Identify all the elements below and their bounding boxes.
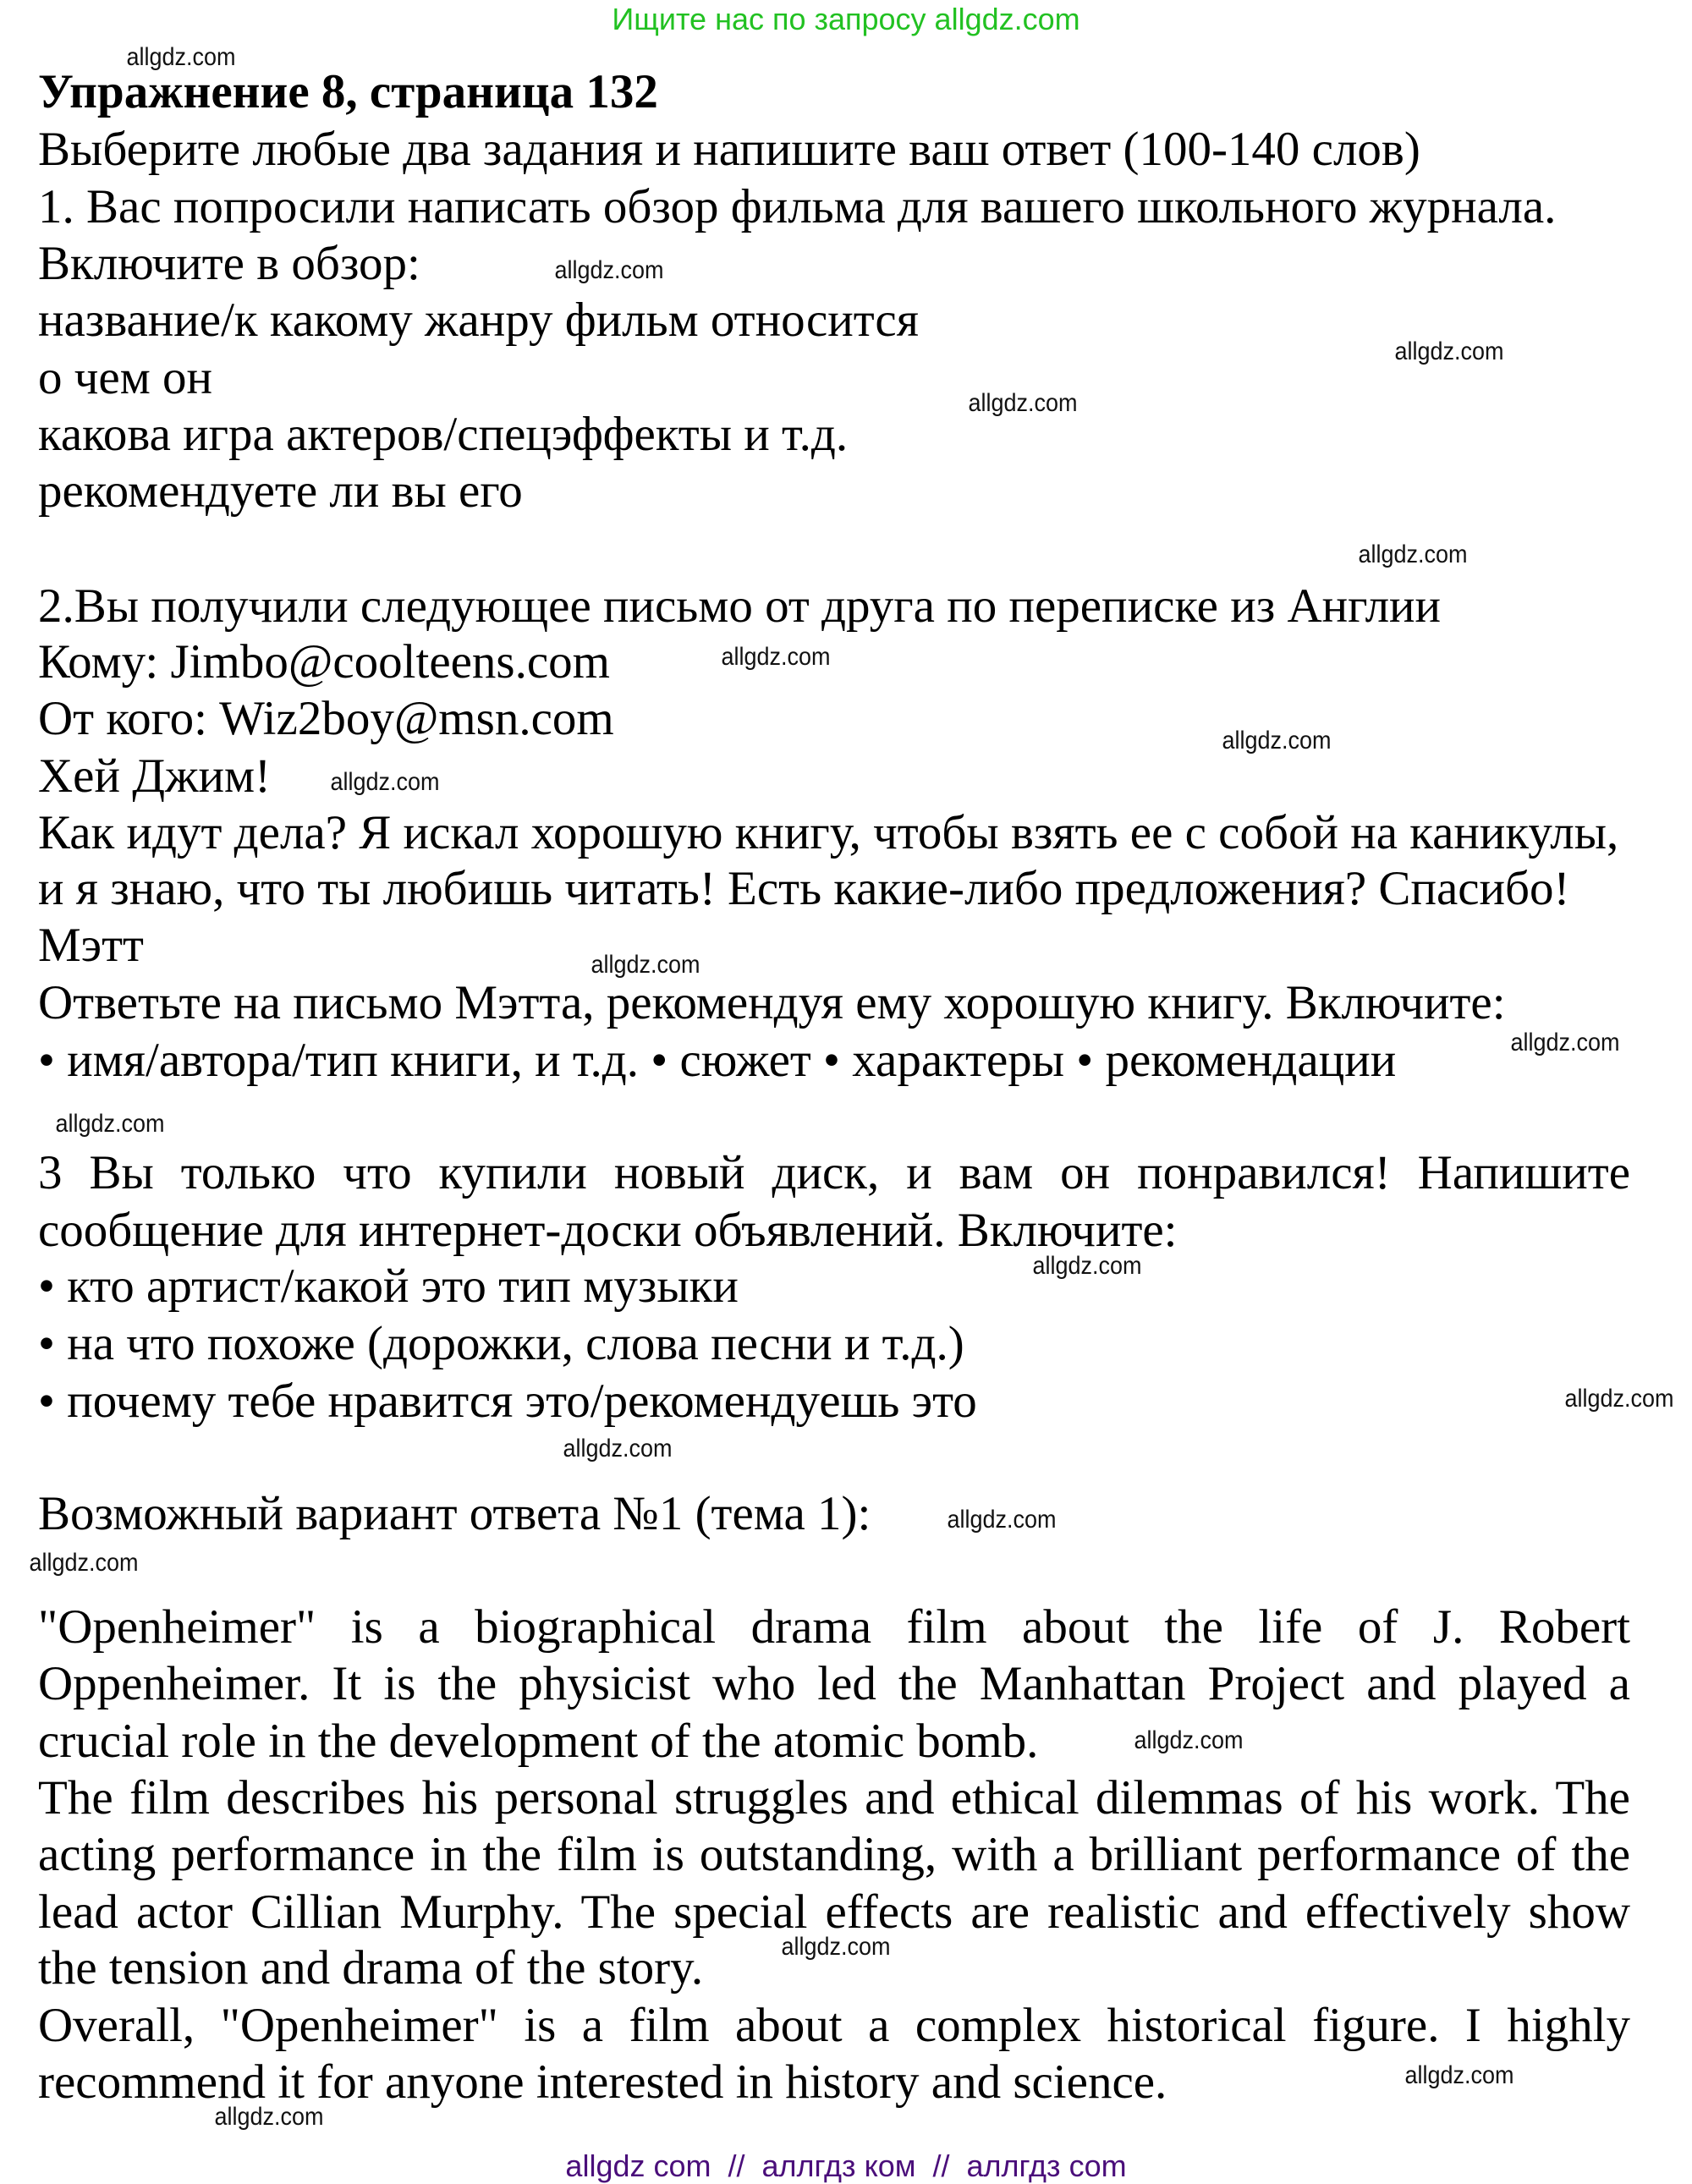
instruction-text: Выберите любые два задания и напишите ваш ответ (100-140 слов) — [38, 123, 1420, 176]
watermark: allgdz.com — [1394, 337, 1504, 365]
task-3-line: • кто артист/какой это тип музыки — [38, 1259, 739, 1313]
answer-line: recommend it for anyone interested in history and science. — [38, 2055, 1167, 2109]
answer-line: Oppenheimer. It is the physicist who led the Manhattan Project and played a — [38, 1657, 1630, 1710]
task-2-line: Мэтт — [38, 919, 144, 972]
watermark: allgdz.com — [126, 43, 236, 71]
watermark: allgdz.com — [1222, 727, 1332, 755]
watermark: allgdz.com — [1134, 1726, 1244, 1754]
watermark: allgdz.com — [55, 1110, 165, 1138]
watermark: allgdz.com — [1404, 2061, 1514, 2089]
task-2-to-line: Кому: Jimbo@coolteens.com — [38, 635, 610, 689]
answer-line: crucial role in the development of the atomic bomb. — [38, 1715, 1039, 1768]
top-banner[interactable]: Ищите нас по запросу allgdz.com — [612, 2, 1080, 36]
watermark: allgdz.com — [721, 643, 831, 671]
watermark: allgdz.com — [554, 256, 664, 284]
page-title: Упражнение 8, страница 132 — [38, 65, 658, 118]
task-2-line: Хей Джим! — [38, 749, 272, 803]
watermark: allgdz.com — [1358, 541, 1468, 568]
watermark: allgdz.com — [591, 951, 700, 979]
task-1-line: какова игра актеров/спецэффекты и т.д. — [38, 408, 849, 461]
watermark: allgdz.com — [1032, 1252, 1142, 1280]
footer-links[interactable]: allgdz com // аллгдз ком // аллгдз com — [565, 2148, 1127, 2183]
task-1-line: Включите в обзор: — [38, 237, 420, 290]
answer-line: "Openheimer" is a biographical drama film about the life of J. Robert — [38, 1600, 1630, 1654]
answer-line: acting performance in the film is outstanding, with a brilliant performance of the — [38, 1828, 1630, 1881]
task-2-line: • имя/автора/тип книги, и т.д. • сюжет • характеры • рекомендации — [38, 1034, 1397, 1087]
watermark: allgdz.com — [563, 1435, 673, 1462]
task-2-line: Ответьте на письмо Мэтта, рекомендуя ему хорошую книгу. Включите: — [38, 976, 1506, 1029]
task-3-line: сообщение для интернет-доски объявлений. Включите: — [38, 1204, 1178, 1257]
task-1-line: название/к какому жанру фильм относится — [38, 294, 919, 347]
watermark: allgdz.com — [1564, 1385, 1674, 1413]
answer-line: lead actor Cillian Murphy. The special effects are realistic and effectively show — [38, 1885, 1630, 1939]
answer-line: The film describes his personal struggles and ethical dilemmas of his work. The — [38, 1771, 1630, 1825]
watermark: allgdz.com — [781, 1933, 891, 1961]
task-1-line: 1. Вас попросили написать обзор фильма для вашего школьного журнала. — [38, 180, 1557, 233]
task-2-line: и я знаю, что ты любишь читать! Есть какие-либо предложения? Спасибо! — [38, 862, 1570, 915]
watermark: allgdz.com — [968, 389, 1078, 417]
task-3-line: • на что похоже (дорожки, слова песни и т.д.) — [38, 1317, 964, 1370]
task-3-line: 3 Вы только что купили новый диск, и вам он понравился! Напишите — [38, 1146, 1630, 1199]
answer-line: the tension and drama of the story. — [38, 1941, 704, 1995]
watermark: allgdz.com — [1510, 1029, 1620, 1056]
answer-line: Overall, "Openheimer" is a film about a complex historical figure. I highly — [38, 1999, 1630, 2052]
watermark: allgdz.com — [947, 1506, 1057, 1534]
answer-label: Возможный вариант ответа №1 (тема 1): — [38, 1487, 871, 1540]
task-3-line: • почему тебе нравится это/рекомендуешь это — [38, 1375, 977, 1428]
watermark: allgdz.com — [29, 1549, 139, 1577]
task-1-line: о чем он — [38, 351, 213, 404]
watermark: allgdz.com — [214, 2103, 324, 2131]
task-2-line: 2.Вы получили следующее письмо от друга по переписке из Англии — [38, 579, 1442, 633]
watermark: allgdz.com — [330, 768, 440, 796]
task-2-line: Как идут дела? Я искал хорошую книгу, чтобы взять ее с собой на каникулы, — [38, 806, 1619, 859]
task-1-line: рекомендуете ли вы его — [38, 464, 523, 518]
task-2-from-line: От кого: Wiz2boy@msn.com — [38, 692, 614, 745]
